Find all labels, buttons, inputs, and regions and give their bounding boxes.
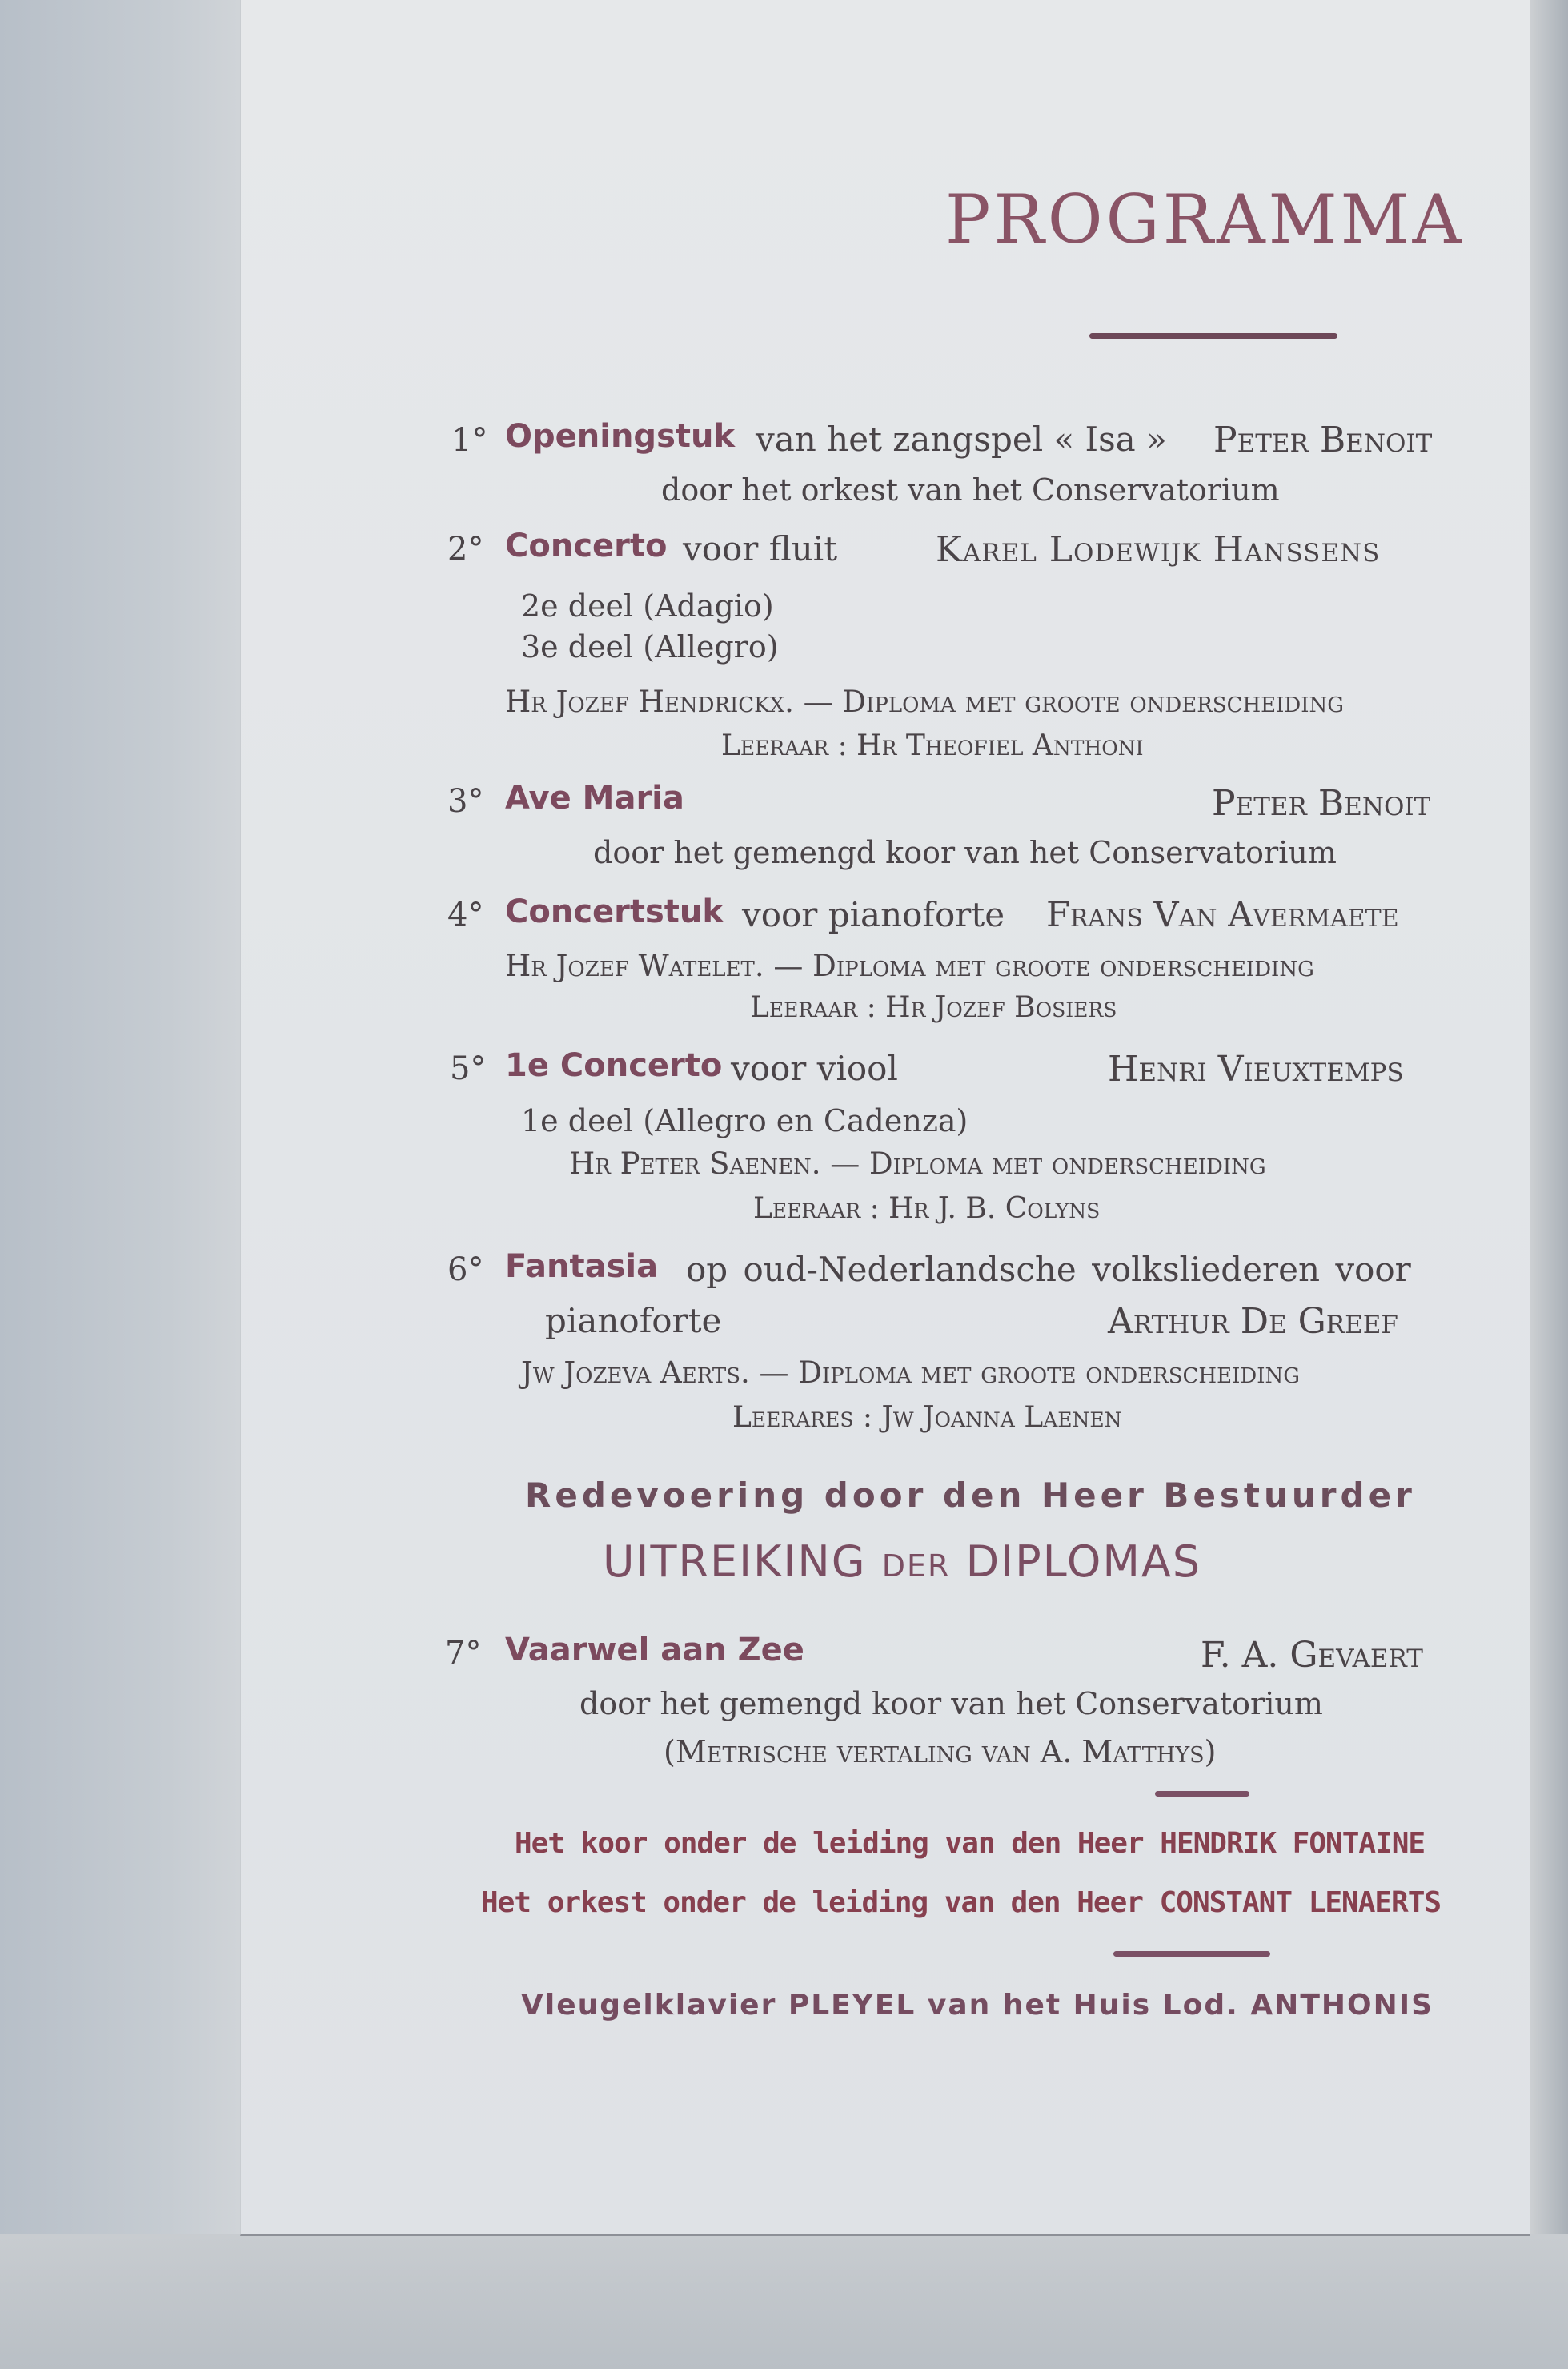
item-3-composer: Peter Benoit — [1212, 783, 1431, 824]
item-6-performer: Jw Jozeva Aerts. — Diploma met groote onderscheiding — [521, 1355, 1300, 1390]
item-1-work: Openingstuk — [505, 418, 736, 455]
item-2-work-detail: voor fluit — [683, 529, 838, 568]
programme-page — [240, 0, 1530, 2236]
item-5-work: 1e Concerto — [505, 1047, 723, 1084]
choir-credit: Het koor onder de leiding van den Heer HENDRIK FONTAINE — [515, 1827, 1426, 1860]
item-2-work: Concerto — [505, 528, 668, 564]
item-7-line-2: (Metrische vertaling van A. Matthys) — [664, 1734, 1217, 1769]
item-5-teacher: Leeraar : Hr J. B. Colyns — [753, 1192, 1101, 1225]
item-2-teacher: Leeraar : Hr Theofiel Anthoni — [721, 729, 1144, 762]
item-6-work: Fantasia — [505, 1248, 659, 1285]
award-heading-word-3: DIPLOMAS — [965, 1536, 1202, 1587]
item-3-number: 3° — [447, 783, 484, 820]
item-7-line-1: door het gemengd koor van het Conservatorium — [579, 1686, 1323, 1721]
item-6-work-detail: op oud-Nederlandsche volksliederen voor — [686, 1250, 1411, 1289]
item-2-number: 2° — [447, 531, 484, 568]
item-1-composer: Peter Benoit — [1213, 420, 1433, 460]
book-bottom-margin — [0, 2234, 1568, 2369]
item-4-performer: Hr Jozef Watelet. — Diploma met groote onderscheiding — [505, 949, 1314, 983]
item-4-work: Concertstuk — [505, 893, 724, 930]
item-1-line-1: door het orkest van het Conservatorium — [661, 472, 1280, 508]
item-5-performer: Hr Peter Saenen. — Diploma met onderscheiding — [569, 1146, 1266, 1181]
item-4-teacher: Leeraar : Hr Jozef Bosiers — [750, 991, 1117, 1024]
orchestra-credit: Het orkest onder de leiding van den Heer CONSTANT LENAERTS — [481, 1886, 1442, 1919]
award-heading-word-2: der — [881, 1536, 951, 1587]
item-6-work-detail-2: pianoforte — [545, 1301, 722, 1340]
item-3-work: Ave Maria — [505, 780, 684, 817]
item-6-teacher: Leerares : Jw Joanna Laenen — [732, 1401, 1122, 1434]
ornamental-rule-2 — [1155, 1791, 1249, 1797]
item-3-line-1: door het gemengd koor van het Conservatorium — [593, 835, 1337, 870]
item-2-composer: Karel Lodewijk Hanssens — [936, 529, 1381, 570]
item-6-number: 6° — [447, 1251, 484, 1288]
page-title: PROGRAMMA — [945, 180, 1465, 259]
item-2-performer: Hr Jozef Hendrickx. — Diploma met groote onderscheiding — [505, 685, 1345, 719]
item-2-part-1: 2e deel (Adagio) — [521, 588, 774, 624]
item-5-number: 5° — [450, 1050, 487, 1087]
item-7-work: Vaarwel aan Zee — [505, 1632, 804, 1668]
item-5-composer: Henri Vieuxtemps — [1108, 1049, 1404, 1090]
award-heading — [603, 1536, 1201, 1587]
item-4-work-detail: voor pianoforte — [742, 895, 1005, 934]
book-spine-margin — [0, 0, 240, 2369]
item-1-work-detail: van het zangspel « Isa » — [756, 420, 1167, 459]
item-5-part-1: 1e deel (Allegro en Cadenza) — [521, 1103, 968, 1138]
piano-credit: Vleugelklavier PLEYEL van het Huis Lod. ANTHONIS — [521, 1989, 1434, 2022]
item-7-number: 7° — [445, 1635, 482, 1672]
item-6-composer: Arthur De Greef — [1108, 1301, 1398, 1342]
speech-line: Redevoering door den Heer Bestuurder — [525, 1476, 1416, 1515]
ornamental-rule — [1089, 333, 1337, 339]
award-heading-word-1: UITREIKING — [603, 1536, 867, 1587]
item-4-number: 4° — [447, 897, 484, 934]
item-2-part-2: 3e deel (Allegro) — [521, 629, 779, 665]
item-5-work-detail: voor viool — [731, 1049, 898, 1088]
ornamental-rule-3 — [1113, 1951, 1270, 1957]
item-7-composer: F. A. Gevaert — [1201, 1635, 1423, 1676]
item-1-number: 1° — [451, 422, 488, 459]
item-4-composer: Frans Van Avermaete — [1046, 895, 1399, 935]
